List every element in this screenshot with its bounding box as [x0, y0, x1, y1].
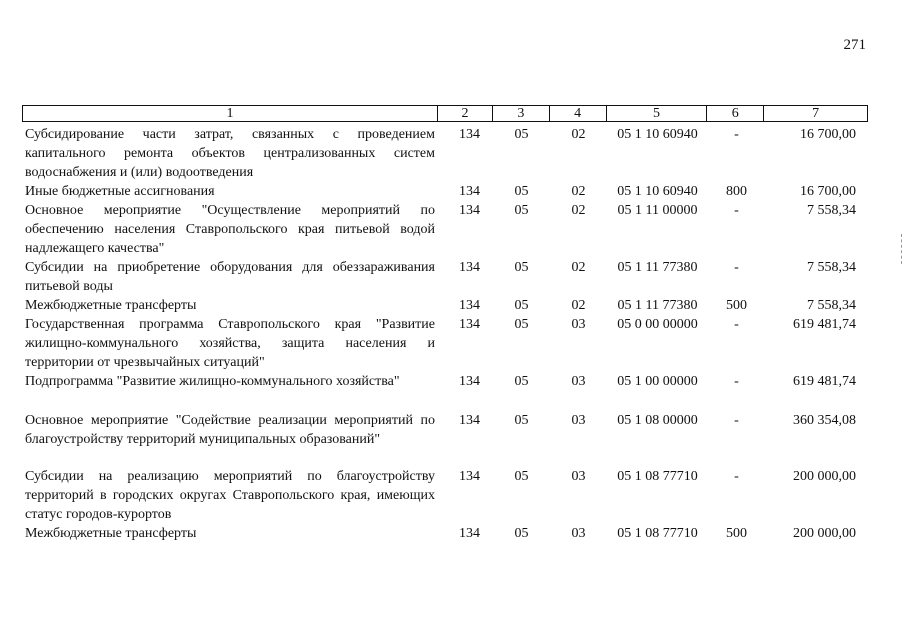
- row-subsection: 02: [571, 298, 586, 313]
- row-name: Субсидии на реализацию мероприятий по благоустройству территорий в городских округах Ставропольского края, имеющих статус городов-курортов: [25, 469, 435, 522]
- row-name: Основное мероприятие "Содействие реализации мероприятий по благоустройству территорий муниципальных образований": [25, 413, 435, 447]
- row-admin-code: 134: [459, 526, 480, 541]
- table-row: [22, 524, 868, 543]
- row-name: Иные бюджетные ассигнования: [25, 184, 215, 199]
- row-spacer: [22, 449, 868, 467]
- row-subsection: 03: [571, 317, 586, 332]
- row-target-article: 05 1 08 77710: [617, 526, 698, 541]
- row-subsection: 02: [571, 260, 586, 275]
- row-expense-type: 500: [726, 526, 747, 541]
- header-col-2: 2: [438, 106, 493, 121]
- row-admin-code: 134: [459, 184, 480, 199]
- row-subsection: 03: [571, 374, 586, 389]
- row-target-article: 05 1 08 77710: [617, 469, 698, 484]
- row-subsection: 03: [571, 469, 586, 484]
- row-amount: 200 000,00: [793, 469, 856, 484]
- row-admin-code: 134: [459, 374, 480, 389]
- header-col-7: 7: [812, 106, 820, 121]
- row-spacer: [22, 391, 868, 411]
- page-number: 271: [843, 37, 866, 53]
- row-name: Субсидии на приобретение оборудования для обеззараживания питьевой воды: [25, 260, 435, 294]
- row-amount: 16 700,00: [800, 127, 856, 142]
- row-amount: 200 000,00: [793, 526, 856, 541]
- table-row: [22, 467, 868, 524]
- row-name: Государственная программа Ставропольского края "Развитие жилищно-коммунального хозяйства, защита населения и территории от чрезвычайных ситуаций": [25, 317, 435, 370]
- header-col-4: 4: [550, 106, 607, 121]
- budget-table: [22, 105, 868, 543]
- row-section: 05: [514, 298, 529, 313]
- header-col-3: 3: [493, 106, 550, 121]
- row-target-article: 05 1 10 60940: [617, 127, 698, 142]
- header-col-1: 1: [23, 106, 438, 121]
- row-amount: 360 354,08: [793, 413, 856, 428]
- row-subsection: 03: [571, 413, 586, 428]
- row-name: Межбюджетные трансферты: [25, 526, 197, 541]
- row-section: 05: [514, 203, 529, 218]
- row-admin-code: 134: [459, 203, 480, 218]
- row-expense-type: -: [734, 374, 739, 389]
- header-col-5: 5: [607, 106, 708, 121]
- row-expense-type: 500: [726, 298, 747, 313]
- table-row: [22, 411, 868, 449]
- row-admin-code: 134: [459, 298, 480, 313]
- row-admin-code: 134: [459, 469, 480, 484]
- row-section: 05: [514, 526, 529, 541]
- row-section: 05: [514, 413, 529, 428]
- header-col-6: 6: [707, 106, 764, 121]
- row-subsection: 02: [571, 184, 586, 199]
- row-admin-code: 134: [459, 317, 480, 332]
- row-target-article: 05 1 11 00000: [617, 203, 698, 218]
- row-target-article: 05 1 11 77380: [617, 298, 698, 313]
- row-amount: 16 700,00: [800, 184, 856, 199]
- row-amount: 619 481,74: [793, 374, 856, 389]
- row-name: Подпрограмма "Развитие жилищно-коммунального хозяйства": [25, 374, 400, 389]
- row-target-article: 05 1 11 77380: [617, 260, 698, 275]
- row-amount: 7 558,34: [807, 260, 856, 275]
- table-row: [22, 258, 868, 296]
- row-amount: 7 558,34: [807, 203, 856, 218]
- row-admin-code: 134: [459, 413, 480, 428]
- row-section: 05: [514, 260, 529, 275]
- row-expense-type: -: [734, 203, 739, 218]
- row-amount: 7 558,34: [807, 298, 856, 313]
- row-name: Субсидирование части затрат, связанных с проведением капитального ремонта объектов централизованных систем водоснабжения и (или) водоотведения: [25, 127, 435, 180]
- table-row: [22, 296, 868, 315]
- table-row: [22, 372, 868, 391]
- row-expense-type: -: [734, 127, 739, 142]
- table-body: [22, 125, 868, 543]
- row-target-article: 05 1 08 00000: [617, 413, 698, 428]
- row-expense-type: -: [734, 413, 739, 428]
- row-section: 05: [514, 127, 529, 142]
- row-expense-type: 800: [726, 184, 747, 199]
- row-section: 05: [514, 469, 529, 484]
- table-row: [22, 125, 868, 182]
- row-subsection: 03: [571, 526, 586, 541]
- row-section: 05: [514, 374, 529, 389]
- row-expense-type: -: [734, 260, 739, 275]
- table-row: [22, 182, 868, 201]
- row-admin-code: 134: [459, 260, 480, 275]
- table-header: [22, 105, 868, 122]
- row-admin-code: 134: [459, 127, 480, 142]
- row-subsection: 02: [571, 203, 586, 218]
- row-subsection: 02: [571, 127, 586, 142]
- row-amount: 619 481,74: [793, 317, 856, 332]
- row-section: 05: [514, 317, 529, 332]
- margin-mark: [901, 234, 903, 264]
- row-section: 05: [514, 184, 529, 199]
- row-target-article: 05 1 10 60940: [617, 184, 698, 199]
- row-target-article: 05 1 00 00000: [617, 374, 698, 389]
- row-target-article: 05 0 00 00000: [617, 317, 698, 332]
- table-row: [22, 201, 868, 258]
- row-expense-type: -: [734, 317, 739, 332]
- table-row: [22, 315, 868, 372]
- row-name: Межбюджетные трансферты: [25, 298, 197, 313]
- row-name: Основное мероприятие "Осуществление мероприятий по обеспечению населения Ставропольского края питьевой водой надлежащего качества": [25, 203, 435, 256]
- row-expense-type: -: [734, 469, 739, 484]
